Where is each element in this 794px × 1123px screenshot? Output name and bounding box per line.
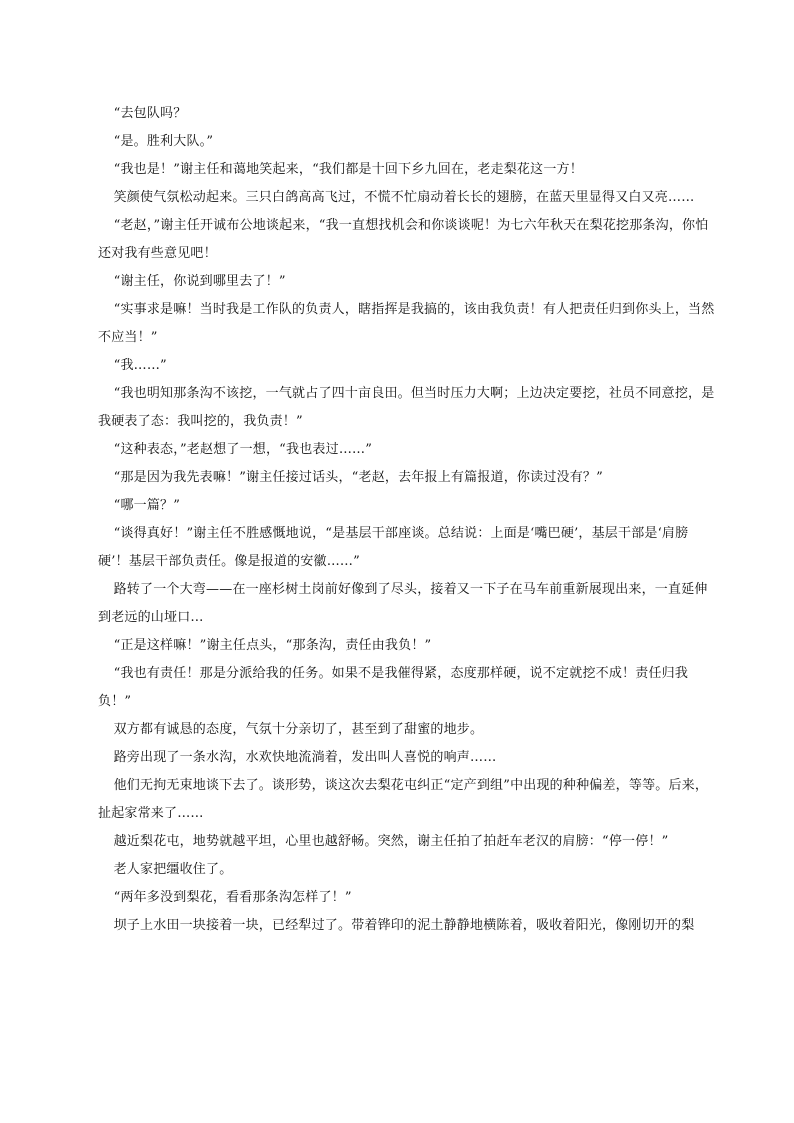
paragraph: 他们无拘无束地谈下去了。谈形势，谈这次去梨花屯纠正“定产到组”中出现的种种偏差，等等。后来，扯起家常来了…… (98, 778, 709, 821)
paragraph: “是。胜利大队。” (113, 134, 214, 149)
paragraph: 路转了一个大弯——在一座杉树土岗前好像到了尽头，接着又一下子在马车前重新展现出来，一直延伸到老远的山垭口… (98, 582, 708, 625)
paragraph: 双方都有诚恳的态度，气氛十分亲切了，甚至到了甜蜜的地步。 (113, 722, 484, 737)
document-body (98, 100, 718, 940)
paragraph: “两年多没到梨花，看看那条沟怎样了！” (113, 890, 352, 905)
paragraph: “我也有责任！那是分派给我的任务。如果不是我催得紧，态度那样硬，说不定就挖不成！责任归我负！” (98, 666, 689, 709)
paragraph: 越近梨花屯，地势就越平坦，心里也越舒畅。突然，谢主任拍了拍赶车老汉的肩膀：“停一停！” (113, 834, 669, 849)
paragraph: “这种表态，”老赵想了一想，“我也表过……” (113, 442, 373, 457)
paragraph: “正是这样嘛！”谢主任点头，“那条沟，责任由我负！” (113, 638, 432, 653)
paragraph: 路旁出现了一条水沟，水欢快地流淌着，发出叫人喜悦的响声…… (113, 750, 497, 765)
paragraph: “哪一篇？” (113, 498, 181, 513)
paragraph: “我也是！”谢主任和蔼地笑起来，“我们都是十回下乡九回在，老走梨花这一方！ (113, 162, 583, 177)
paragraph: “我也明知那条沟不该挖，一气就占了四十亩良田。但当时压力大啊；上边决定要挖，社员不同意挖，是我硬表了态：我叫挖的，我负责！” (98, 386, 715, 429)
paragraph: “实事求是嘛！当时我是工作队的负责人，瞎指挥是我搞的，该由我负责！有人把责任归到你头上，当然不应当！” (98, 302, 715, 345)
paragraph: 笑颜使气氛松动起来。三只白鸽高高飞过，不慌不忙扇动着长长的翅膀，在蓝天里显得又白又亮…… (113, 190, 695, 205)
paragraph: “我……” (113, 358, 167, 373)
paragraph: “谈得真好！”谢主任不胜感慨地说，“是基层干部座谈。总结说：上面是‘嘴巴硬’，基层干部是‘肩膀硬’！基层干部负责任。像是报道的安徽……” (98, 526, 689, 569)
paragraph: 老人家把缰收住了。 (113, 862, 233, 877)
paragraph: “去包队吗？ (113, 106, 187, 121)
paragraph: “谢主任，你说到哪里去了！” (113, 274, 286, 289)
paragraph: “老赵，”谢主任开诚布公地谈起来，“我一直想找机会和你谈谈呢！为七六年秋天在梨花挖那条沟，你怕还对我有些意见吧！ (98, 218, 709, 261)
paragraph: “那是因为我先表嘛！”谢主任接过话头，“老赵，去年报上有篇报道，你读过没有？” (113, 470, 603, 485)
paragraph: 坝子上水田一块接着一块，已经犁过了。带着铧印的泥土静静地横陈着，吸收着阳光，像刚切开的梨 (113, 918, 695, 933)
